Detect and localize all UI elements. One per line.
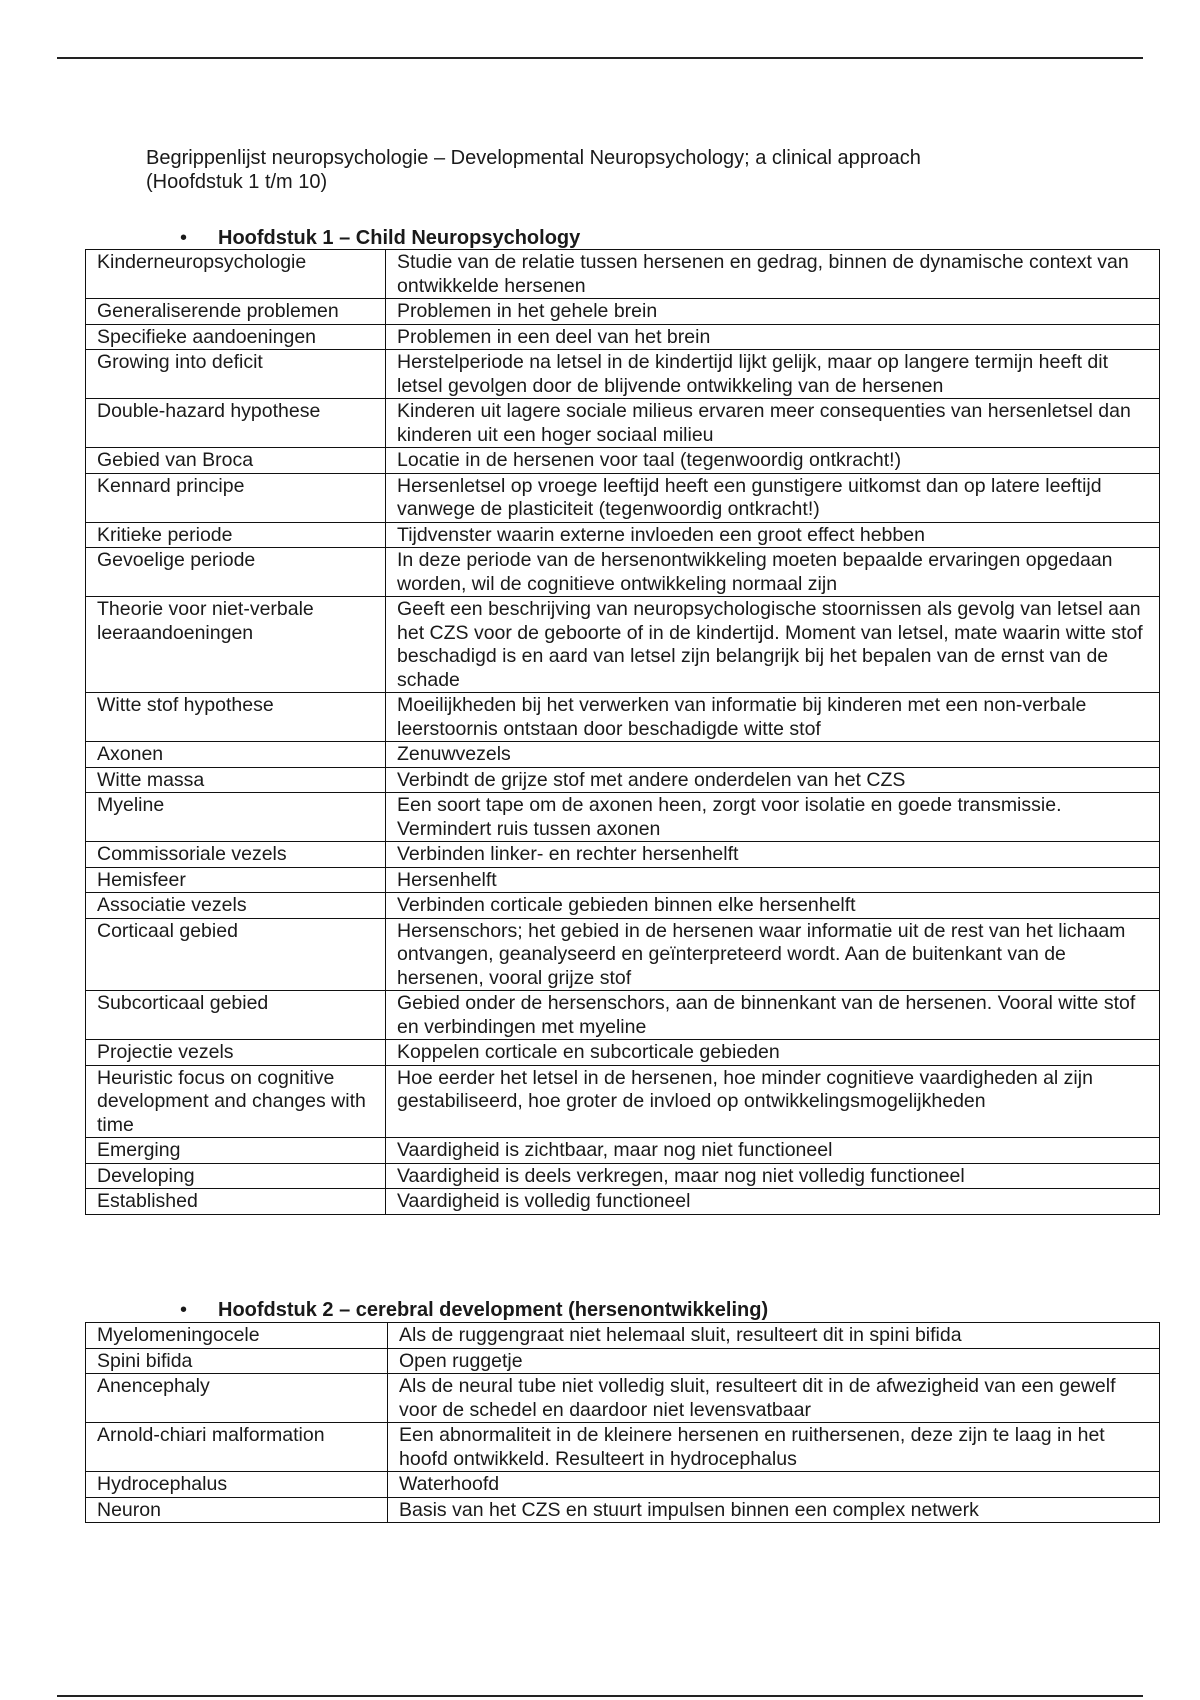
table-row <box>86 793 1160 842</box>
bullet: • <box>180 1299 188 1321</box>
table-row <box>86 522 1160 548</box>
table-row <box>86 1497 1160 1523</box>
section-heading-text: Hoofdstuk 2 – cerebral development (hersenontwikkeling) <box>218 1299 769 1321</box>
term-cell: Double-hazard hypothese <box>86 399 386 448</box>
term-cell: Gevoelige periode <box>86 548 386 597</box>
table-row <box>86 767 1160 793</box>
table-row <box>86 350 1160 399</box>
term-cell: Heuristic focus on cognitive development and changes with time <box>86 1065 386 1138</box>
table-row <box>86 1472 1160 1498</box>
table-row <box>86 1040 1160 1066</box>
definition-cell: Waterhoofd <box>388 1472 1160 1498</box>
table-row <box>86 742 1160 768</box>
table-row <box>86 1163 1160 1189</box>
term-cell: Kennard principe <box>86 473 386 522</box>
table-row <box>86 893 1160 919</box>
definition-cell: Als de neural tube niet volledig sluit, resulteert dit in de afwezigheid van een gewelf voor de schedel en daardoor niet levensvatbaar <box>388 1374 1160 1423</box>
table-row <box>86 1065 1160 1138</box>
definition-cell: Verbinden corticale gebieden binnen elke hersenhelft <box>386 893 1160 919</box>
bullet: • <box>180 227 188 249</box>
definition-cell: Zenuwvezels <box>386 742 1160 768</box>
definition-cell: Hersenletsel op vroege leeftijd heeft een gunstigere uitkomst dan op latere leeftijd vanwege de plasticiteit (tegenwoordig ontkracht!) <box>386 473 1160 522</box>
term-cell: Myelomeningocele <box>86 1323 388 1349</box>
table-row <box>86 250 1160 299</box>
term-cell: Specifieke aandoeningen <box>86 324 386 350</box>
term-cell: Anencephaly <box>86 1374 388 1423</box>
term-cell: Kritieke periode <box>86 522 386 548</box>
term-cell: Axonen <box>86 742 386 768</box>
term-cell: Kinderneuropsychologie <box>86 250 386 299</box>
definition-cell: Basis van het CZS en stuurt impulsen binnen een complex netwerk <box>388 1497 1160 1523</box>
definition-cell: Een abnormaliteit in de kleinere hersenen en ruithersenen, deze zijn te laag in het hoofd ontwikkeld. Resulteert in hydrocephalus <box>388 1423 1160 1472</box>
definition-cell: Hoe eerder het letsel in de hersenen, hoe minder cognitieve vaardigheden al zijn gestabiliseerd, hoe groter de invloed op ontwikkelingsmogelijkheden <box>386 1065 1160 1138</box>
table-row <box>86 473 1160 522</box>
table-row <box>86 299 1160 325</box>
definition-cell: Gebied onder de hersenschors, aan de binnenkant van de hersenen. Vooral witte stof en verbindingen met myeline <box>386 991 1160 1040</box>
table-row <box>86 1323 1160 1349</box>
definition-cell: Verbindt de grijze stof met andere onderdelen van het CZS <box>386 767 1160 793</box>
term-cell: Theorie voor niet-verbale leeraandoeningen <box>86 597 386 693</box>
term-cell: Developing <box>86 1163 386 1189</box>
footer-rule <box>57 1695 1143 1697</box>
definition-cell: Open ruggetje <box>388 1348 1160 1374</box>
document-title <box>146 146 1096 194</box>
term-cell: Commissoriale vezels <box>86 842 386 868</box>
table-row <box>86 867 1160 893</box>
definition-cell: Vaardigheid is deels verkregen, maar nog niet volledig functioneel <box>386 1163 1160 1189</box>
table-row <box>86 693 1160 742</box>
definition-cell: Een soort tape om de axonen heen, zorgt voor isolatie en goede transmissie. Vermindert ruis tussen axonen <box>386 793 1160 842</box>
term-cell: Corticaal gebied <box>86 918 386 991</box>
table-row <box>86 1189 1160 1215</box>
header-rule <box>57 57 1143 59</box>
definition-cell: Hersenschors; het gebied in de hersenen waar informatie uit de rest van het lichaam ontvangen, geanalyseerd en geïnterpreteerd wordt. Aan de buitenkant van de hersenen, vooral grijze stof <box>386 918 1160 991</box>
term-cell: Projectie vezels <box>86 1040 386 1066</box>
definition-cell: Koppelen corticale en subcorticale gebieden <box>386 1040 1160 1066</box>
term-cell: Hemisfeer <box>86 867 386 893</box>
term-cell: Growing into deficit <box>86 350 386 399</box>
table-row <box>86 1138 1160 1164</box>
term-cell: Established <box>86 1189 386 1215</box>
table-row <box>86 1423 1160 1472</box>
definition-cell: In deze periode van de hersenontwikkeling moeten bepaalde ervaringen opgedaan worden, wil de cognitieve ontwikkeling normaal zijn <box>386 548 1160 597</box>
table-row <box>86 548 1160 597</box>
definition-cell: Geeft een beschrijving van neuropsychologische stoornissen als gevolg van letsel aan het CZS voor de geboorte of in de kindertijd. Moment van letsel, mate waarin witte stof beschadigd is en aard van letsel zijn belangrijk bij het bepalen van de ernst van de schade <box>386 597 1160 693</box>
table-row <box>86 1374 1160 1423</box>
definition-cell: Studie van de relatie tussen hersenen en gedrag, binnen de dynamische context van ontwikkelde hersenen <box>386 250 1160 299</box>
definition-cell: Vaardigheid is zichtbaar, maar nog niet functioneel <box>386 1138 1160 1164</box>
term-cell: Spini bifida <box>86 1348 388 1374</box>
document-title-line-1: Begrippenlijst neuropsychologie – Developmental Neuropsychology; a clinical approach <box>146 147 921 169</box>
table-row <box>86 1348 1160 1374</box>
term-cell: Emerging <box>86 1138 386 1164</box>
glossary-table-hoofdstuk-2 <box>85 1322 1160 1523</box>
table-row <box>86 842 1160 868</box>
definition-cell: Moeilijkheden bij het verwerken van informatie bij kinderen met een non-verbale leerstoornis ontstaan door beschadigde witte stof <box>386 693 1160 742</box>
table-row <box>86 918 1160 991</box>
term-cell: Arnold-chiari malformation <box>86 1423 388 1472</box>
glossary-table-hoofdstuk-1 <box>85 249 1160 1215</box>
table-row <box>86 399 1160 448</box>
definition-cell: Locatie in de hersenen voor taal (tegenwoordig ontkracht!) <box>386 448 1160 474</box>
table-row <box>86 597 1160 693</box>
definition-cell: Hersenhelft <box>386 867 1160 893</box>
term-cell: Neuron <box>86 1497 388 1523</box>
definition-cell: Als de ruggengraat niet helemaal sluit, resulteert dit in spini bifida <box>388 1323 1160 1349</box>
term-cell: Generaliserende problemen <box>86 299 386 325</box>
definition-cell: Tijdvenster waarin externe invloeden een groot effect hebben <box>386 522 1160 548</box>
term-cell: Hydrocephalus <box>86 1472 388 1498</box>
section-heading-text: Hoofdstuk 1 – Child Neuropsychology <box>218 227 581 249</box>
term-cell: Associatie vezels <box>86 893 386 919</box>
table-row <box>86 991 1160 1040</box>
term-cell: Subcorticaal gebied <box>86 991 386 1040</box>
definition-cell: Kinderen uit lagere sociale milieus ervaren meer consequenties van hersenletsel dan kinderen uit een hoger sociaal milieu <box>386 399 1160 448</box>
definition-cell: Verbinden linker- en rechter hersenhelft <box>386 842 1160 868</box>
table-row <box>86 324 1160 350</box>
term-cell: Myeline <box>86 793 386 842</box>
definition-cell: Problemen in een deel van het brein <box>386 324 1160 350</box>
term-cell: Gebied van Broca <box>86 448 386 474</box>
definition-cell: Herstelperiode na letsel in de kindertijd lijkt gelijk, maar op langere termijn heeft dit letsel gevolgen door de blijvende ontwikkeling van de hersenen <box>386 350 1160 399</box>
definition-cell: Vaardigheid is volledig functioneel <box>386 1189 1160 1215</box>
table-row <box>86 448 1160 474</box>
definition-cell: Problemen in het gehele brein <box>386 299 1160 325</box>
term-cell: Witte massa <box>86 767 386 793</box>
document-title-line-2: (Hoofdstuk 1 t/m 10) <box>146 171 328 193</box>
term-cell: Witte stof hypothese <box>86 693 386 742</box>
